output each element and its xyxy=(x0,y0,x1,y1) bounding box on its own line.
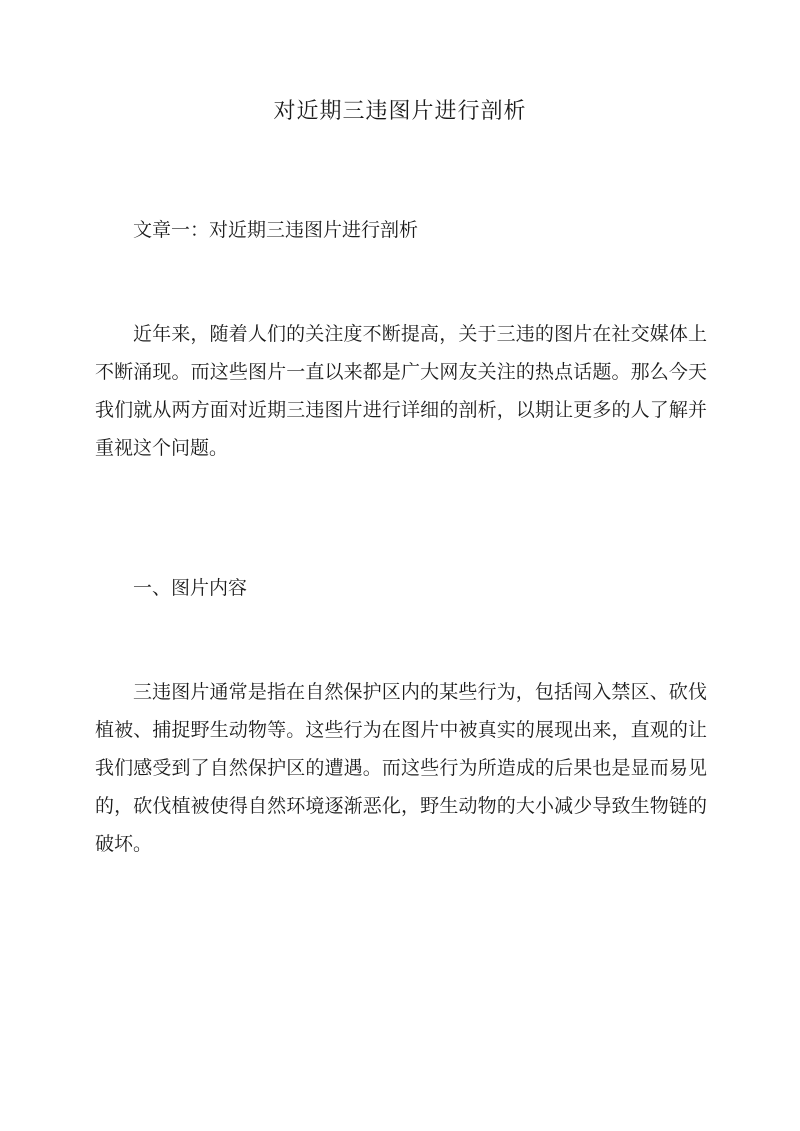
document-title: 对近期三违图片进行剖析 xyxy=(273,99,527,124)
intro-paragraph: 近年来，随着人们的关注度不断提高，关于三违的图片在社交媒体上不断涌现。而这些图片一直以来都是广大网友关注的热点话题。那么今天我们就从两方面对近期三违图片进行详细的剖析，以期让更多的人了解并重视这个问题。 xyxy=(95,323,707,459)
section-paragraph: 三违图片通常是指在自然保护区内的某些行为，包括闯入禁区、砍伐植被、捕捉野生动物等。这些行为在图片中被真实的展现出来，直观的让我们感受到了自然保护区的遭遇。而这些行为所造成的后果也是显而易见的，砍伐植被使得自然环境逐渐恶化，野生动物的大小减少导致生物链的破坏。 xyxy=(95,681,707,855)
section-heading: 一、图片内容 xyxy=(133,577,248,599)
article-label: 文章一：对近期三违图片进行剖析 xyxy=(133,219,419,241)
